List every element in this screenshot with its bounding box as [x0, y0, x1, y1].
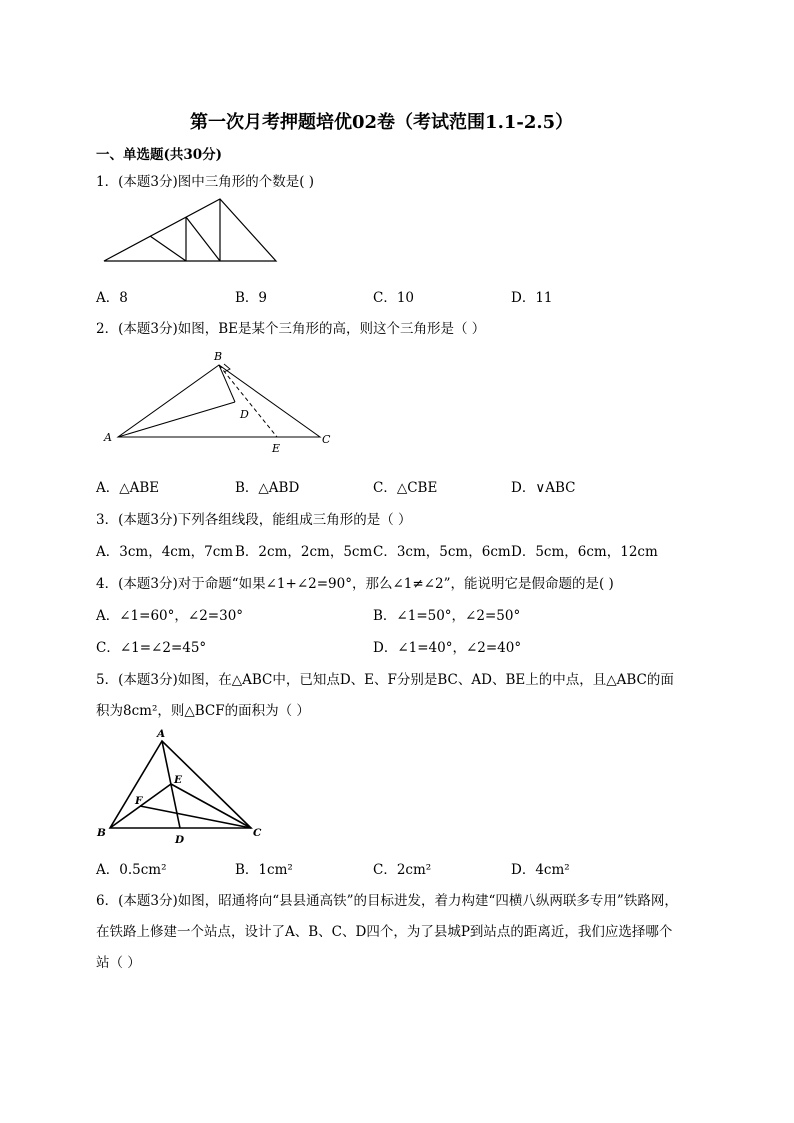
question-3-text: 3．(本题3分)下列各组线段，能组成三角形的是（ ）	[96, 512, 412, 528]
question-1-text: 1．(本题3分)图中三角形的个数是( )	[96, 174, 315, 190]
question-4-option-b[interactable]: B．∠1=50°，∠2=50°	[373, 608, 521, 624]
q5-label-c: C	[253, 827, 262, 839]
q5-label-f: F	[135, 795, 143, 807]
question-1-option-a[interactable]: A．8	[96, 290, 128, 306]
question-2-option-b[interactable]: B．△ABD	[235, 480, 300, 496]
question-6-text-line-3: 站（ ）	[96, 955, 141, 971]
question-4-option-d[interactable]: D．∠1=40°，∠2=40°	[373, 640, 522, 656]
question-5-text-line-1: 5．(本题3分)如图，在△ABC中，已知点D、E、F分别是BC、AD、BE上的中点，且△ABC的面	[96, 672, 674, 688]
q5-label-e: E	[174, 774, 183, 786]
q5-label-a: A	[157, 728, 166, 740]
question-4-text: 4．(本题3分)对于命题“如果∠1+∠2=90°，那么∠1≠∠2”，能说明它是假命题的是( )	[96, 576, 614, 592]
question-4-option-a[interactable]: A．∠1=60°，∠2=30°	[96, 608, 244, 624]
q5-label-b: B	[97, 827, 106, 839]
question-3-option-a[interactable]: A．3cm，4cm，7cm	[96, 544, 234, 560]
question-3-option-b[interactable]: B．2cm，2cm，5cm	[235, 544, 373, 560]
question-3-option-c[interactable]: C．3cm，5cm，6cm	[373, 544, 511, 560]
question-6-text-line-1: 6．(本题3分)如图，昭通将向“县县通高铁”的目标进发，着力构建“四横八纵两联多专用”铁路网，	[96, 893, 678, 909]
question-1-option-c[interactable]: C．10	[373, 290, 415, 306]
question-3-option-d[interactable]: D．5cm，6cm，12cm	[511, 544, 658, 560]
question-5-option-d[interactable]: D．4cm²	[511, 862, 570, 878]
question-2-option-d[interactable]: D．∨ABC	[511, 480, 576, 496]
question-2-option-c[interactable]: C．△CBE	[373, 480, 438, 496]
q2-label-e: E	[272, 442, 281, 455]
question-5-text-line-2: 积为8cm²，则△BCF的面积为（ ）	[96, 703, 310, 719]
q2-label-b: B	[214, 350, 223, 363]
question-5-option-b[interactable]: B．1cm²	[235, 862, 293, 878]
question-4-option-c[interactable]: C．∠1=∠2=45°	[96, 640, 207, 656]
question-5-option-a[interactable]: A．0.5cm²	[96, 862, 167, 878]
question-2-option-a[interactable]: A．△ABE	[96, 480, 160, 496]
q5-label-d: D	[175, 834, 185, 846]
q2-label-c: C	[322, 433, 331, 446]
question-1-option-d[interactable]: D．11	[511, 290, 553, 306]
page-title: 第一次月考押题培优02卷（考试范围1.1-2.5）	[190, 112, 574, 133]
question-5-option-c[interactable]: C．2cm²	[373, 862, 432, 878]
section-heading: 一、单选题(共30分)	[96, 147, 223, 163]
q2-label-d: D	[240, 408, 249, 421]
question-1-option-b[interactable]: B．9	[235, 290, 268, 306]
question-2-text: 2．(本题3分)如图，BE是某个三角形的高，则这个三角形是（ ）	[96, 321, 486, 337]
question-6-text-line-2: 在铁路上修建一个站点，设计了A、B、C、D四个，为了县城P到站点的距离近，我们应选择哪个	[96, 924, 673, 940]
q2-label-a: A	[104, 431, 112, 444]
